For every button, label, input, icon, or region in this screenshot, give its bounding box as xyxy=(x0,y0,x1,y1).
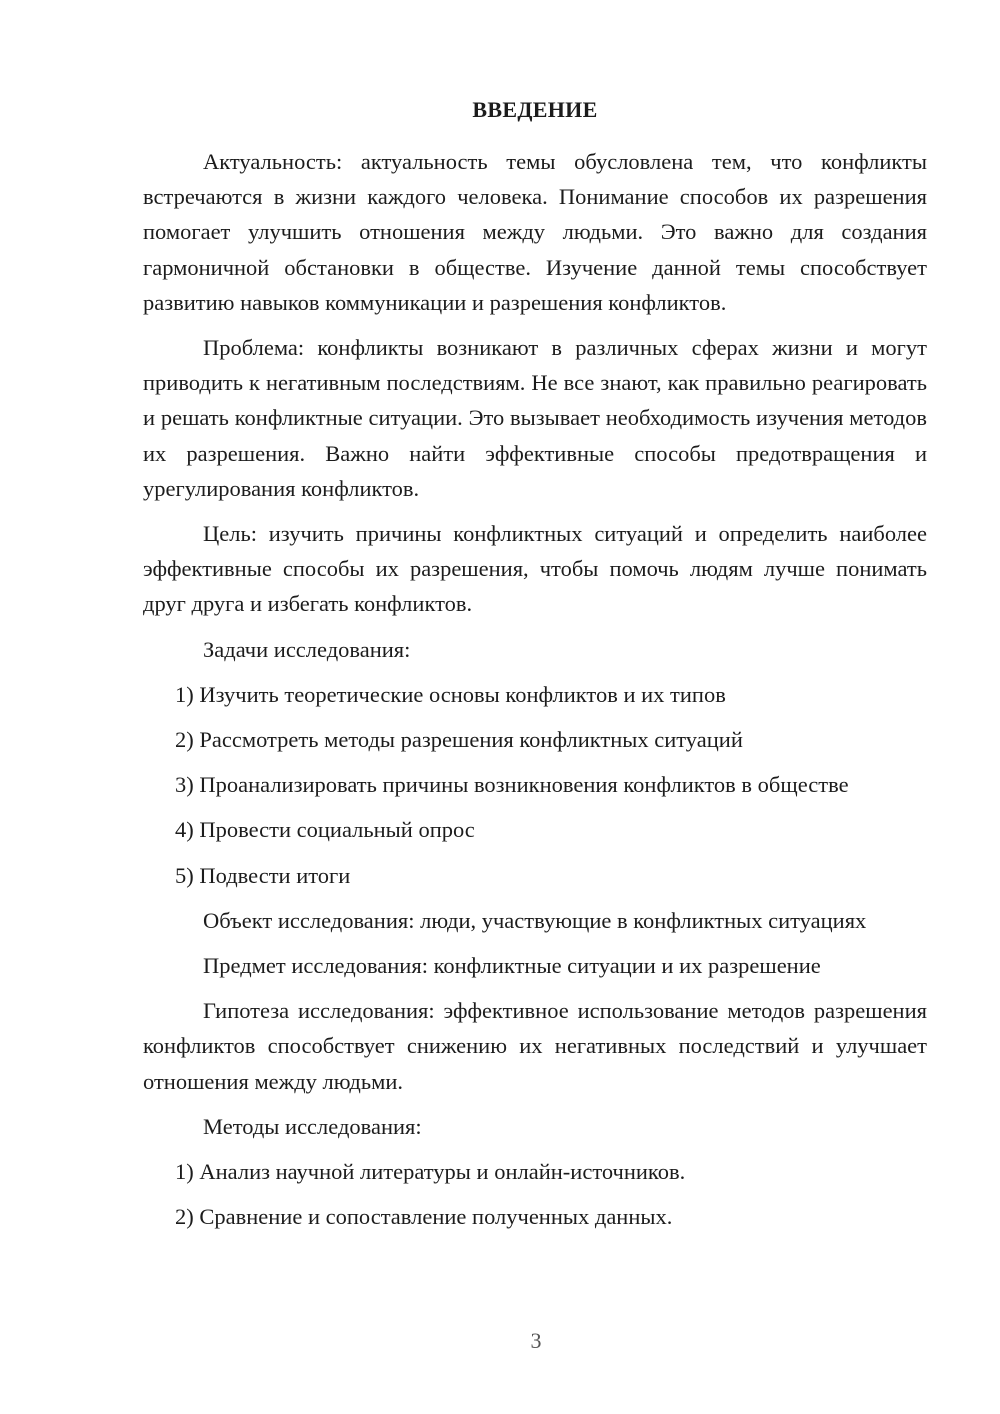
relevance-paragraph: Актуальность: актуальность темы обусловлена тем, что конфликты встречаются в жизни каждого человека. Понимание способов их разрешения помогает улучшить отношения между людьми. Это важно для создания гармоничной обстановки в обществе. Изучение данной темы способствует развитию навыков коммуникации и разрешения конфликтов. xyxy=(143,149,927,315)
page-number: 3 xyxy=(530,1328,542,1353)
hypothesis-paragraph: Гипотеза исследования: эффективное использование методов разрешения конфликтов способствует снижению их негативных последствий и улучшает отношения между людьми. xyxy=(143,998,927,1094)
document-title: ВВЕДЕНИЕ xyxy=(472,97,598,122)
list-item: 2) Рассмотреть методы разрешения конфликтных ситуаций xyxy=(175,727,743,753)
document-page xyxy=(143,95,927,1244)
list-item: 4) Провести социальный опрос xyxy=(175,817,475,843)
list-item: 3) Проанализировать причины возникновения конфликтов в обществе xyxy=(175,772,849,798)
problem-paragraph: Проблема: конфликты возникают в различных сферах жизни и могут приводить к негативным последствиям. Не все знают, как правильно реагировать и решать конфликтные ситуации. Это вызывает необходимость изучения методов их разрешения. Важно найти эффективные способы предотвращения и урегулирования конфликтов. xyxy=(143,335,927,501)
object-paragraph: Объект исследования: люди, участвующие в конфликтных ситуациях xyxy=(203,907,867,933)
list-item: 1) Анализ научной литературы и онлайн-источников. xyxy=(175,1159,686,1185)
list-item: 5) Подвести итоги xyxy=(175,862,351,888)
subject-paragraph: Предмет исследования: конфликтные ситуации и их разрешение xyxy=(203,953,821,979)
goal-paragraph: Цель: изучить причины конфликтных ситуаций и определить наиболее эффективные способы их разрешения, чтобы помочь людям лучше понимать друг друга и избегать конфликтов. xyxy=(143,521,927,617)
list-item: 2) Сравнение и сопоставление полученных данных. xyxy=(175,1204,673,1230)
methods-heading: Методы исследования: xyxy=(203,1113,422,1139)
tasks-heading: Задачи исследования: xyxy=(203,636,411,662)
methods-list xyxy=(143,1154,927,1234)
tasks-list xyxy=(143,677,927,893)
list-item: 1) Изучить теоретические основы конфликтов и их типов xyxy=(175,681,726,707)
